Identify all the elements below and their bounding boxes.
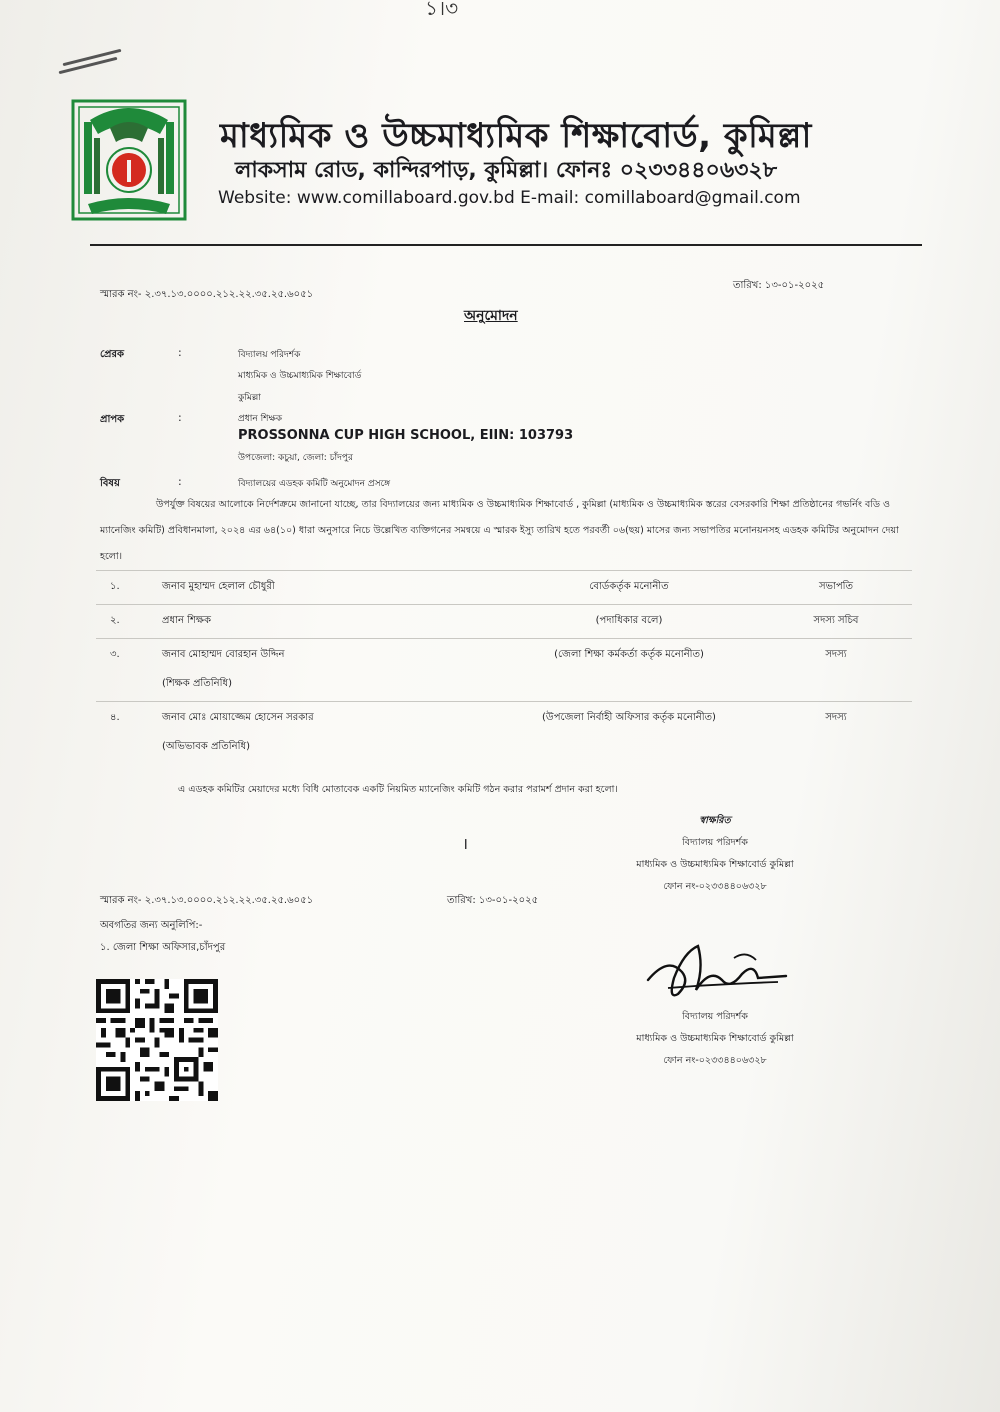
table-row: [96, 639, 912, 702]
subject-text: বিদ্যালয়ের এডহক কমিটি অনুমোদন প্রসঙ্গে: [238, 479, 391, 489]
member-name-cell: [156, 702, 498, 765]
board-title: মাধ্যমিক ও উচ্চমাধ্যমিক শিক্ষাবোর্ড, কুমিল্লা: [220, 116, 812, 156]
signatory-org: মাধ্যমিক ও উচ্চমাধ্যমিক শিক্ষাবোর্ড কুমিল্লা: [636, 859, 794, 870]
recipient-title: প্রধান শিক্ষক: [238, 414, 283, 424]
sender-line: বিদ্যালয় পরিদর্শক: [238, 350, 301, 360]
board-website-email: Website: www.comillaboard.gov.bd E-mail: comillaboard@gmail.com: [218, 188, 801, 208]
sender-line: কুমিল্লা: [238, 393, 261, 403]
signatory-title: বিদ্যালয় পরিদর্শক: [682, 837, 748, 848]
member-number: ২.: [96, 605, 156, 639]
signatory-block-2: [590, 1006, 840, 1072]
pen-mark: ১।৩: [425, 0, 459, 20]
memo-date: তারিখ: ১৩-০১-২০২৫: [733, 280, 825, 291]
table-row: [96, 702, 912, 765]
member-role: সদস্য: [760, 639, 912, 702]
committee-table: [96, 570, 912, 764]
member-number: ৩.: [96, 639, 156, 702]
signatory-org: মাধ্যমিক ও উচ্চমাধ্যমিক শিক্ষাবোর্ড কুমিল্লা: [636, 1033, 794, 1044]
recipient-location: উপজেলা: কচুয়া, জেলা: চাঁদপুর: [238, 453, 353, 463]
member-representation: (অভিভাবক প্রতিনিধি): [162, 741, 250, 752]
signed-label: স্বাক্ষরিত: [699, 815, 731, 826]
document-heading: অনুমোদন: [464, 308, 518, 324]
member-number: ১.: [96, 571, 156, 605]
member-nomination: (পদাধিকার বলে): [498, 605, 760, 639]
member-name: প্রধান শিক্ষক: [156, 605, 498, 639]
board-logo-icon: [70, 98, 188, 222]
signatory-block: [590, 810, 840, 898]
handwritten-signature: [638, 938, 788, 1008]
memo-number: স্মারক নং- ২.৩৭.১৩.০০০০.২১২.২২.৩৫.২৫.৬০৫১: [100, 289, 314, 300]
subject-colon: :: [178, 475, 182, 488]
member-representation: (শিক্ষক প্রতিনিধি): [162, 678, 232, 689]
member-role: সদস্য: [760, 702, 912, 765]
board-address: লাকসাম রোড, কান্দিরপাড়, কুমিল্লা। ফোনঃ ০২৩৩৪৪০৬৩২৮: [235, 158, 778, 183]
copy-memo-number: স্মারক নং- ২.৩৭.১৩.০০০০.২১২.২২.৩৫.২৫.৬০৫১: [100, 895, 314, 906]
header-divider: [90, 244, 922, 246]
member-name-cell: [156, 639, 498, 702]
sender-line: মাধ্যমিক ও উচ্চমাধ্যমিক শিক্ষাবোর্ড: [238, 371, 362, 381]
member-name: জনাব মুহাম্মদ হেলাল চৌধুরী: [156, 571, 498, 605]
member-name: জনাব মোঃ মোয়াজ্জেম হোসেন সরকার: [162, 712, 314, 723]
recipient-label: প্রাপক: [100, 414, 125, 425]
member-role: সভাপতি: [760, 571, 912, 605]
sender-label: প্রেরক: [100, 349, 125, 360]
signatory-phone: ফোন নং-০২৩৩৪৪০৬৩২৮: [663, 1055, 767, 1066]
sender-colon: :: [178, 346, 182, 359]
recipient-colon: :: [178, 411, 182, 424]
signatory-title: বিদ্যালয় পরিদর্শক: [682, 1011, 748, 1022]
subject-label: বিষয়: [100, 478, 120, 489]
member-number: ৪.: [96, 702, 156, 765]
cc-heading: অবগতির জন্য অনুলিপি:-: [100, 920, 203, 931]
cc-item: ১. জেলা শিক্ষা অফিসার,চাঁদপুর: [100, 942, 226, 953]
signatory-phone: ফোন নং-০২৩৩৪৪০৬৩২৮: [663, 881, 767, 892]
table-row: [96, 571, 912, 605]
copy-memo-date: তারিখ: ১৩-০১-২০২৫: [447, 895, 539, 906]
member-nomination: (উপজেলা নির্বাহী অফিসার কর্তৃক মনোনীত): [498, 702, 760, 765]
body-paragraph: [100, 492, 912, 570]
member-role: সদস্য সচিব: [760, 605, 912, 639]
member-nomination: (জেলা শিক্ষা কর্মকর্তা কর্তৃক মনোনীত): [498, 639, 760, 702]
pen-tick: ।: [462, 834, 469, 853]
qr-code-icon: [96, 978, 218, 1102]
advice-text: এ এডহক কমিটির মেয়াদের মধ্যে বিধি মোতাবেক একটি নিয়মিত ম্যানেজিং কমিটি গঠন করার পরামর্শ প্রদান করা হলো।: [178, 784, 618, 795]
body-text: উপর্যুক্ত বিষয়ের আলোকে নির্দেশক্রমে জানানো যাচ্ছে, তার বিদ্যালয়ের জন্য মাধ্যমিক ও উচ্চমাধ্যমিক শিক্ষাবোর্ড , কুমিল্লা (মাধ্যমিক ও উচ্চমাধ্যমিক স্তরের বেসরকারি শিক্ষা প্রতিষ্ঠানের গভর্নিং বডি ও ম্যানেজিং কমিটি) প্রবিধানমালা, ২০২৪ এর ৬৪(১০) ধারা অনুসারে নিচে উল্লেখিত ব্যক্তিগনের সমন্বয়ে এ স্মারক ইস্যু তারিখ হতে পরবর্তী ০৬(ছয়) মাসের জন্য সভাপতির মনোনয়নসহ এডহক কমিটির অনুমোদন দেয়া হলো।: [100, 499, 899, 562]
table-row: [96, 605, 912, 639]
member-nomination: বোর্ডকর্তৃক মনোনীত: [498, 571, 760, 605]
member-name: জনাব মোহাম্মদ বোরহান উদ্দিন: [162, 649, 285, 660]
school-name: PROSSONNA CUP HIGH SCHOOL, EIIN: 103793: [238, 428, 574, 443]
